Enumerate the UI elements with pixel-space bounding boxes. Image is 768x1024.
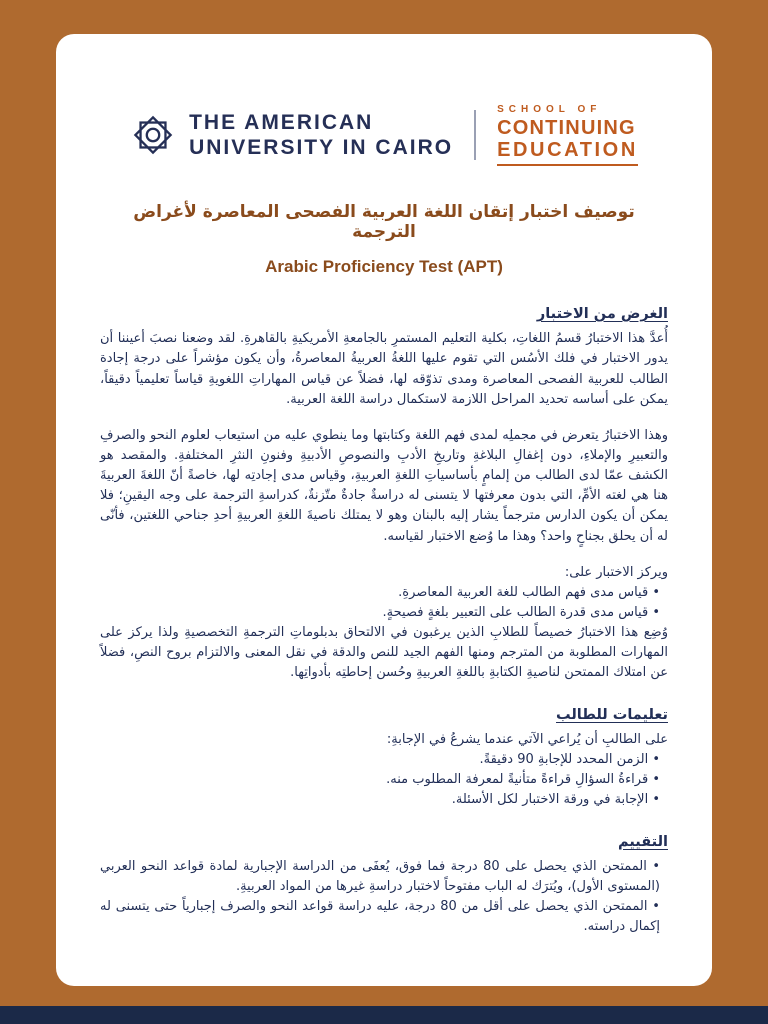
header bbox=[100, 34, 668, 166]
bullet-item: • قياس مدى فهم الطالب للغة العربية المعاصرةِ. bbox=[100, 583, 660, 603]
brand-divider bbox=[474, 110, 476, 160]
bullet-item: • الزمن المحدد للإجابةِ 90 دقيقةً. bbox=[100, 750, 660, 770]
university-name-line2: UNIVERSITY IN CAIRO bbox=[189, 135, 454, 159]
focus-bullet-list bbox=[100, 583, 668, 623]
school-of-label: SCHOOL OF bbox=[497, 104, 602, 115]
document-title-english: Arabic Proficiency Test (APT) bbox=[265, 256, 503, 276]
focus-paragraph: وُضِع هذا الاختبارُ خصيصاً للطلابِ الذين يرغبون في الالتحاق بدبلوماتِ الترجمةِ التخصصيةِ ولذا يركز على المهارات المطلوبة من المترجم ومنها الفهم الجيد للنص والدقة في نقل المعنى والالتزام بروح النصِ، فضلاً عن امتلاك الممتحن لناصيةِ الكتابةِ باللغةِ العربيةِ وحُسن إحاطتِه بأدواتِها. bbox=[100, 625, 668, 681]
purpose-paragraph-1: أُعدَّ هذا الاختبارُ قسمُ اللغاتِ، بكلية التعليم المستمرِ بالجامعةِ الأمريكيةِ بالقاهرةِ. لقد وضعنا نصبَ أعيننا أن يدور الاختبار في فلك الأسُس التي تقوم عليها اللغةُ العربيةُ المعاصرةُ، وأن يكون مؤشراً على درجة إجادة الطالب للعربية الفصحى المعاصرة ومدى تذوّقه لها، فضلاً عن قياس المهاراتِ اللغويةِ قياساً تعليمياً دقيقاً، يمكن على أساسه تحديد المراحل اللازمة لاستكمال دراسة اللغة العربية. bbox=[100, 331, 668, 407]
section-heading-instructions: تعليمات للطالب bbox=[556, 706, 668, 723]
bullet-item: • الإجابة في ورقة الاختبار لكل الأسئلة. bbox=[100, 790, 660, 810]
bullet-item: • الممتحن الذي يحصل على 80 درجة فما فوق، يُعفَى من الدراسة الإجبارية لمادة قواعد النحو العربي (المستوى الأول)، ويُترَك له الباب مفتوحاً لاختبار دراسةِ غيرها من المواد العربيةِ. bbox=[100, 857, 660, 897]
school-education-label: EDUCATION bbox=[497, 139, 638, 165]
section-heading-purpose: الغرض من الاختبار bbox=[536, 305, 668, 322]
document-page bbox=[56, 34, 712, 986]
bullet-item: • الممتحن الذي يحصل على أقل من 80 درجة، عليه دراسة قواعد النحو والصرف إجبارياً حتى يتسنى له إكمال دراسته. bbox=[100, 897, 660, 937]
evaluation-bullet-list bbox=[100, 857, 668, 938]
school-continuing-label: CONTINUING bbox=[497, 117, 636, 139]
bullet-item: • قراءةُ السؤالِ قراءةً متأنيةً لمعرفة المطلوب منه. bbox=[100, 770, 660, 790]
document-title-arabic: توصيف اختبار إتقان اللغة العربية الفصحى المعاصرة لأغراض الترجمة bbox=[133, 201, 635, 242]
instructions-lead: على الطالبِ أن يُراعي الآتي عندما يشرعُ في الإجابةِ: bbox=[386, 731, 668, 747]
university-name bbox=[189, 110, 453, 160]
document-body bbox=[100, 303, 668, 938]
auc-logo-icon bbox=[130, 112, 176, 158]
footer-bar bbox=[0, 1006, 768, 1024]
purpose-paragraph-2: وهذا الاختبارُ يتعرض في مجملِه لمدى فهم اللغة وكتابتها وما ينطوي عليه من استيعاب لعلوم النحو والصرفِ والتعبيرِ والإملاءِ، دون إغفالِ البلاغةِ وتاريخِ الأدبِ والنصوصِ الأدبيةِ وفنونِ النثرِ المختلفةِ. والمقصد هو الكشف عمّا لدى الطالب من إلمامٍ بأساسياتِ اللغةِ العربيةِ، وقياس مدى إجادتِه لها، خاصةً أنّ اللغةَ العربيةَ هنا هي لغته الأمِّ، التي بدون معرفتها لا يتسنى له دراسةٌ جادةٌ متّزنةٌ، كدراسةِ الترجمة على وجه اليقينِ؛ فلا يمكن أن يكون الدارس مترجماً يشار إليه بالبنان وهو لا يمتلك ناصيةَ اللغةِ العربيةِ أحدِ جناحي اللغتين، فأنّى له أن يحلق بجناحٍ واحد؟ وهذا ما وُضع الاختبار لقياسه. bbox=[100, 427, 668, 544]
school-lockup bbox=[497, 104, 638, 166]
instructions-bullet-list bbox=[100, 750, 668, 810]
university-name-line1: THE AMERICAN bbox=[189, 110, 374, 134]
bullet-item: • قياس مدى قدرة الطالب على التعبير بلغةٍ فصيحةٍ. bbox=[100, 603, 660, 623]
section-heading-evaluation: التقييم bbox=[618, 833, 668, 850]
focus-lead: ويركز الاختبار على: bbox=[564, 564, 668, 580]
